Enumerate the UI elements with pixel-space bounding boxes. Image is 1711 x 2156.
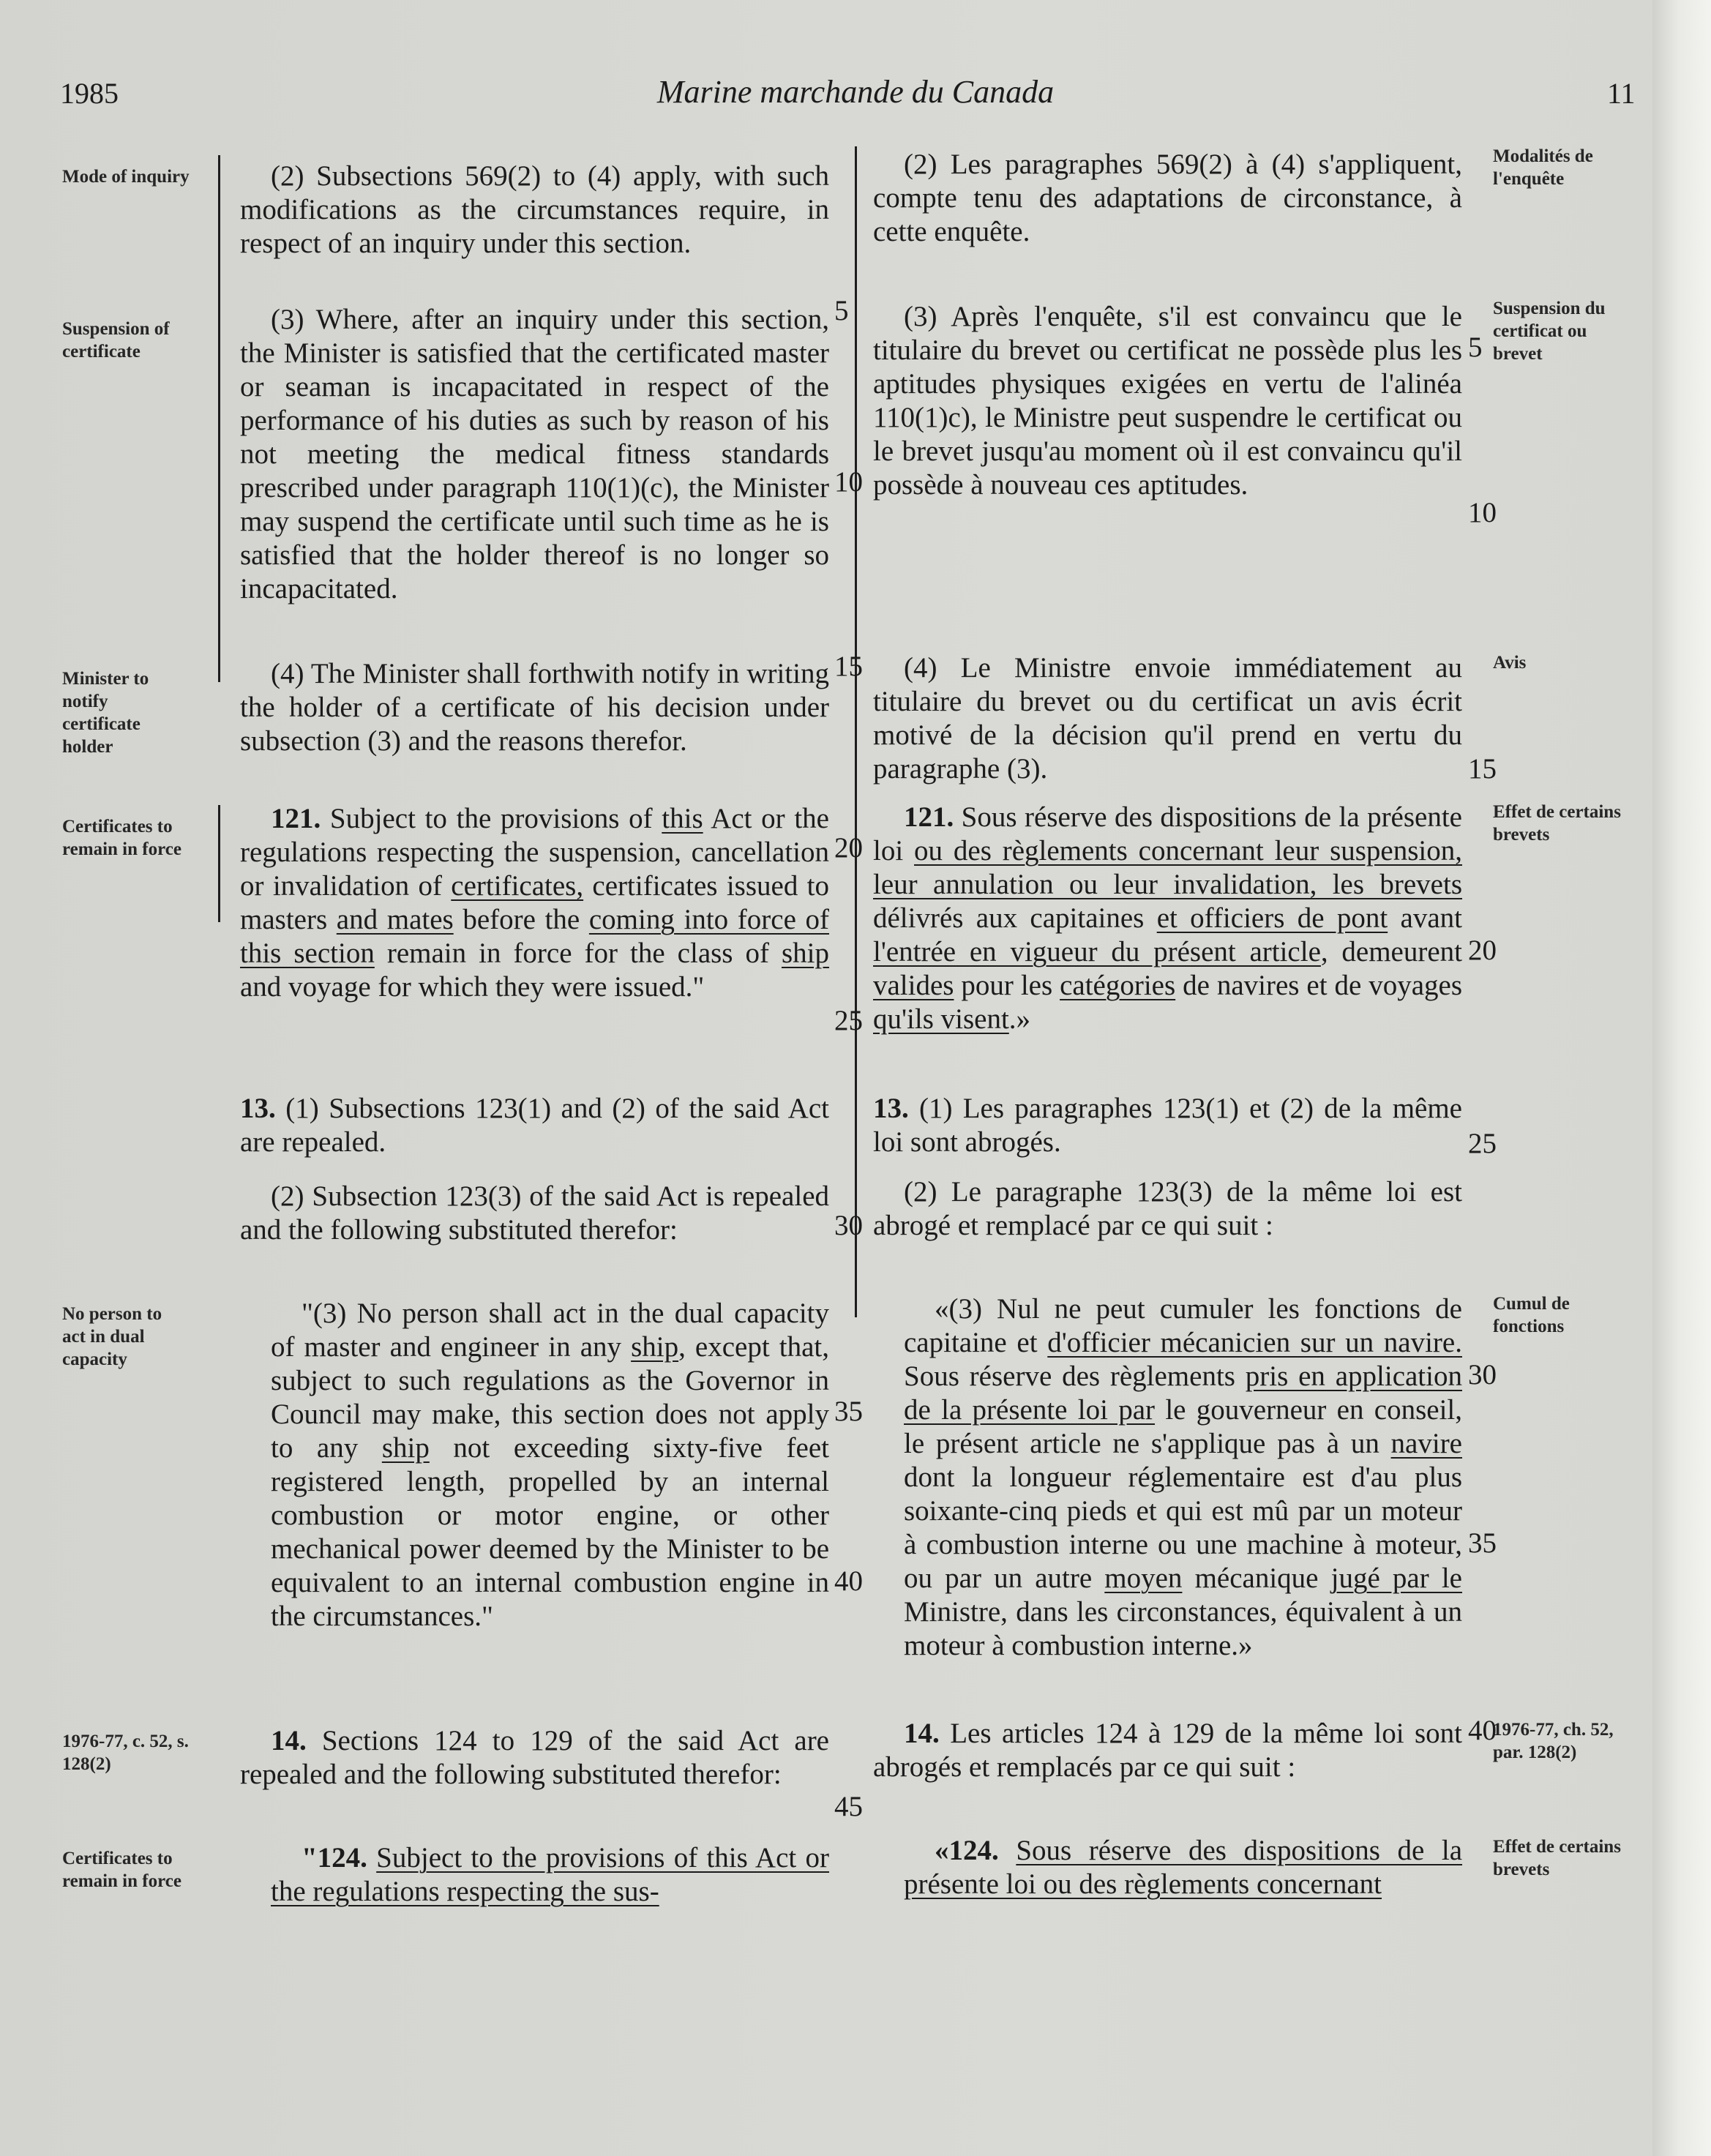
fr-line-number-5: 5: [1468, 332, 1483, 363]
fr-section-121: [873, 801, 1462, 1036]
fr-section-13-2: [873, 1175, 1462, 1243]
fr-subsection-4: [873, 651, 1462, 786]
fr-q3-u1: d'officier mécanicien sur un navire.: [1047, 1327, 1462, 1358]
en-s121-d: before the: [453, 904, 589, 935]
fr-quoted-subsection-3: [873, 1292, 1462, 1663]
en-section-14: [240, 1724, 829, 1792]
en-s121-b: Act or the regulations respecting the suspension, cancellation or invalidation of: [240, 803, 829, 902]
en-p2-text: (3) Where, after an inquiry under this section, the Minister is satisfied that the certificated master or seaman is incapacitated in respect of the performance of his duties as such by reason of his not meeting the medical fitness standards prescribed under paragraph 110(1)(c), the Minister may suspend the certificate until such time as he is satisfied that the holder thereof is no longer so incapacitated.: [240, 304, 829, 604]
margin-note-effet: Effet de certains brevets: [1493, 802, 1621, 845]
fr-s13-2-text: (2) Le paragraphe 123(3) de la même loi est abrogé et remplacé par ce qui suit :: [873, 1176, 1462, 1241]
fr-subsection-3: [873, 300, 1462, 502]
fr-s14-text: Les articles 124 à 129 de la même loi sont abrogés et remplacés par ce qui suit :: [873, 1718, 1462, 1783]
fr-line-number-40: 40: [1468, 1715, 1497, 1746]
fr-line-number-30: 30: [1468, 1359, 1497, 1390]
fr-q3-u2: pris en application de la présente loi par: [904, 1360, 1462, 1426]
change-bar-left: [218, 155, 220, 682]
en-s121-u3: and mates: [336, 904, 454, 935]
en-s14-number: 14.: [271, 1725, 307, 1756]
fr-s121-d: , demeurent: [1320, 936, 1463, 967]
en-p1-text: (2) Subsections 569(2) to (4) apply, with such modifications as the circumstances require, in respect of an inquiry under this section.: [240, 160, 829, 259]
fr-s121-u3: l'entrée en vigueur du présent article: [873, 936, 1321, 967]
en-s121-e: remain in force for the class of: [374, 937, 782, 969]
en-line-number-45: 45: [834, 1791, 863, 1822]
margin-note-effet-2: Effet de certains brevets: [1493, 1837, 1621, 1879]
fr-s121-g: .»: [1008, 1003, 1031, 1035]
margin-note-statute-ref-fr: 1976-77, ch. 52, par. 128(2): [1493, 1720, 1614, 1762]
en-p3-text: (4) The Minister shall forthwith notify in writing the holder of a certificate of his decision under subsection (3) and the reasons therefor.: [240, 658, 829, 757]
en-subsection-3: [240, 303, 829, 606]
page-number: 11: [1607, 77, 1636, 110]
fr-s124-u: Sous réserve des dispositions de la présente loi ou des règlements concernant: [904, 1835, 1463, 1900]
fr-q3-u3: navire: [1390, 1428, 1462, 1459]
fr-q3-u4: moyen: [1104, 1562, 1183, 1594]
en-s13-number: 13.: [240, 1093, 276, 1124]
fr-q3-a: «(3) Nul ne peut cumuler les fonctions de capitaine et: [904, 1293, 1462, 1358]
fr-q3-u5: jugé par le: [1330, 1562, 1462, 1594]
en-q3-c: not exceeding sixty-five feet registered length, propelled by an internal combustion or motor engine, or other mechanical power deemed by the Minister to be equivalent to an internal combustion engine in the circumstances.": [271, 1432, 829, 1632]
fr-s121-u5: catégories: [1060, 970, 1176, 1001]
fr-s14-number: 14.: [904, 1718, 940, 1749]
fr-s121-u6: qu'ils visent: [873, 1003, 1009, 1035]
fr-q3-d: dont la longueur réglementaire est d'au plus soixante-cinq pieds et qui est mû par un moteur à combustion interne ou une machine à moteur, ou par un autre: [904, 1461, 1462, 1594]
book-spine-shadow: [1652, 0, 1711, 2156]
en-line-number-20: 20: [834, 832, 863, 864]
fr-s124-number: «124.: [935, 1835, 999, 1866]
fr-s121-u1: ou des règlements concernant leur suspension, leur annulation ou leur invalidation, les brevets: [873, 835, 1463, 900]
margin-note-certificates: Certificates to remain in force: [62, 817, 181, 859]
fr-line-number-20: 20: [1468, 935, 1497, 966]
en-q3-u2: ship: [381, 1432, 430, 1464]
fr-line-number-15: 15: [1468, 753, 1497, 785]
fr-p1-text: (2) Les paragraphes 569(2) à (4) s'appliquent, compte tenu des adaptations de circonstance, à cette enquête.: [873, 149, 1462, 247]
en-subsection-2: [240, 160, 829, 261]
fr-s121-c: avant: [1388, 902, 1462, 934]
en-s121-u1: this: [662, 803, 703, 834]
fr-line-number-35: 35: [1468, 1527, 1497, 1559]
en-s124-u: Subject to the provisions of this Act or the regulations respecting the sus-: [271, 1842, 829, 1907]
margin-note-statute-ref: 1976-77, c. 52, s. 128(2): [62, 1732, 189, 1774]
fr-s13-number: 13.: [873, 1093, 909, 1124]
en-s124-number: "124.: [302, 1842, 367, 1874]
en-subsection-4: [240, 657, 829, 758]
fr-line-number-10: 10: [1468, 497, 1497, 528]
margin-note-modalites: Modalités de l'enquête: [1493, 146, 1593, 189]
en-s13-2-text: (2) Subsection 123(3) of the said Act is repealed and the following substituted therefor:: [240, 1180, 829, 1246]
fr-s121-u2: et officiers de pont: [1156, 902, 1388, 934]
en-section-124: [240, 1841, 829, 1909]
en-line-number-5: 5: [834, 295, 849, 326]
fr-q3-b: Sous réserve des règlements: [904, 1360, 1246, 1392]
en-quoted-subsection-3: [240, 1297, 829, 1633]
en-line-number-35: 35: [834, 1396, 863, 1427]
fr-s121-u4: valides: [873, 970, 954, 1001]
en-s121-u5: ship: [781, 937, 829, 969]
header-year: 1985: [60, 77, 119, 110]
en-section-13: [240, 1092, 829, 1159]
en-line-number-25: 25: [834, 1005, 863, 1036]
fr-s121-b: délivrés aux capitaines: [873, 902, 1157, 934]
en-q3-b: , except that, subject to such regulations as the Governor in Council may make, this section does not apply to any: [271, 1331, 830, 1464]
fr-p2-text: (3) Après l'enquête, s'il est convaincu que le titulaire du brevet ou certificat ne possède plus les aptitudes physiques exigées en vertu de l'alinéa 110(1)c), le Ministre peut suspendre le certificat ou le brevet jusqu'au moment où il est convaincu qu'il possède à nouveau ces aptitudes.: [873, 301, 1462, 501]
fr-q3-e: mécanique: [1182, 1562, 1331, 1594]
en-s121-f: and voyage for which they were issued.": [240, 971, 705, 1003]
fr-s121-a: Sous réserve des dispositions de la présente loi: [873, 801, 1462, 866]
en-s121-u4: coming into force of this section: [240, 904, 830, 969]
margin-note-certificates-2: Certificates to remain in force: [62, 1849, 181, 1891]
fr-q3-f: Ministre, dans les circonstances, équivalent à un moteur à combustion interne.»: [904, 1596, 1462, 1661]
margin-note-dual-capacity: No person to act in dual capacity: [62, 1304, 162, 1369]
fr-s121-e: pour les: [954, 970, 1060, 1001]
margin-note-notify: Minister to notify certificate holder: [62, 669, 149, 757]
fr-s121-number: 121.: [904, 801, 954, 833]
en-section-121: [240, 802, 829, 1004]
fr-s13-text: (1) Les paragraphes 123(1) et (2) de la même loi sont abrogés.: [873, 1093, 1462, 1158]
change-bar-center: [855, 146, 857, 1317]
en-line-number-10: 10: [834, 466, 863, 498]
fr-p3-text: (4) Le Ministre envoie immédiatement au titulaire du brevet ou du certificat un avis écrit motivé de la décision qu'il prend en vertu du paragraphe (3).: [873, 652, 1462, 785]
en-q3-a: "(3) No person shall act in the dual capacity of master and engineer in any: [271, 1298, 829, 1363]
header-title: Marine marchande du Canada: [656, 74, 1055, 110]
en-s121-number: 121.: [271, 803, 321, 834]
fr-section-13: [873, 1092, 1462, 1159]
en-s121-a: Subject to the provisions of: [321, 803, 662, 834]
fr-line-number-25: 25: [1468, 1128, 1497, 1159]
fr-q3-c: le gouverneur en conseil, le présent article ne s'applique pas à un: [904, 1394, 1462, 1459]
en-line-number-30: 30: [834, 1210, 863, 1241]
en-s14-text: Sections 124 to 129 of the said Act are repealed and the following substituted therefor:: [240, 1725, 829, 1790]
en-line-number-15: 15: [834, 651, 863, 682]
en-s121-u2: certificates,: [451, 870, 584, 902]
margin-note-suspension-fr: Suspension du certificat ou brevet: [1493, 299, 1606, 364]
en-line-number-40: 40: [834, 1565, 863, 1597]
fr-section-14: [873, 1717, 1462, 1784]
fr-subsection-2: [873, 148, 1462, 249]
fr-s121-f: de navires et de voyages: [1175, 970, 1462, 1001]
margin-note-cumul: Cumul de fonctions: [1493, 1294, 1570, 1336]
en-section-13-2: [240, 1180, 829, 1247]
margin-note-suspension: Suspension of certificate: [62, 319, 170, 362]
en-s121-c: certificates issued to masters: [240, 870, 829, 935]
fr-section-124: [873, 1834, 1462, 1901]
margin-note-avis: Avis: [1493, 653, 1527, 673]
en-q3-u1: ship: [631, 1331, 679, 1363]
margin-note-mode-of-inquiry: Mode of inquiry: [62, 167, 190, 187]
en-s13-text: (1) Subsections 123(1) and (2) of the said Act are repealed.: [240, 1093, 829, 1158]
